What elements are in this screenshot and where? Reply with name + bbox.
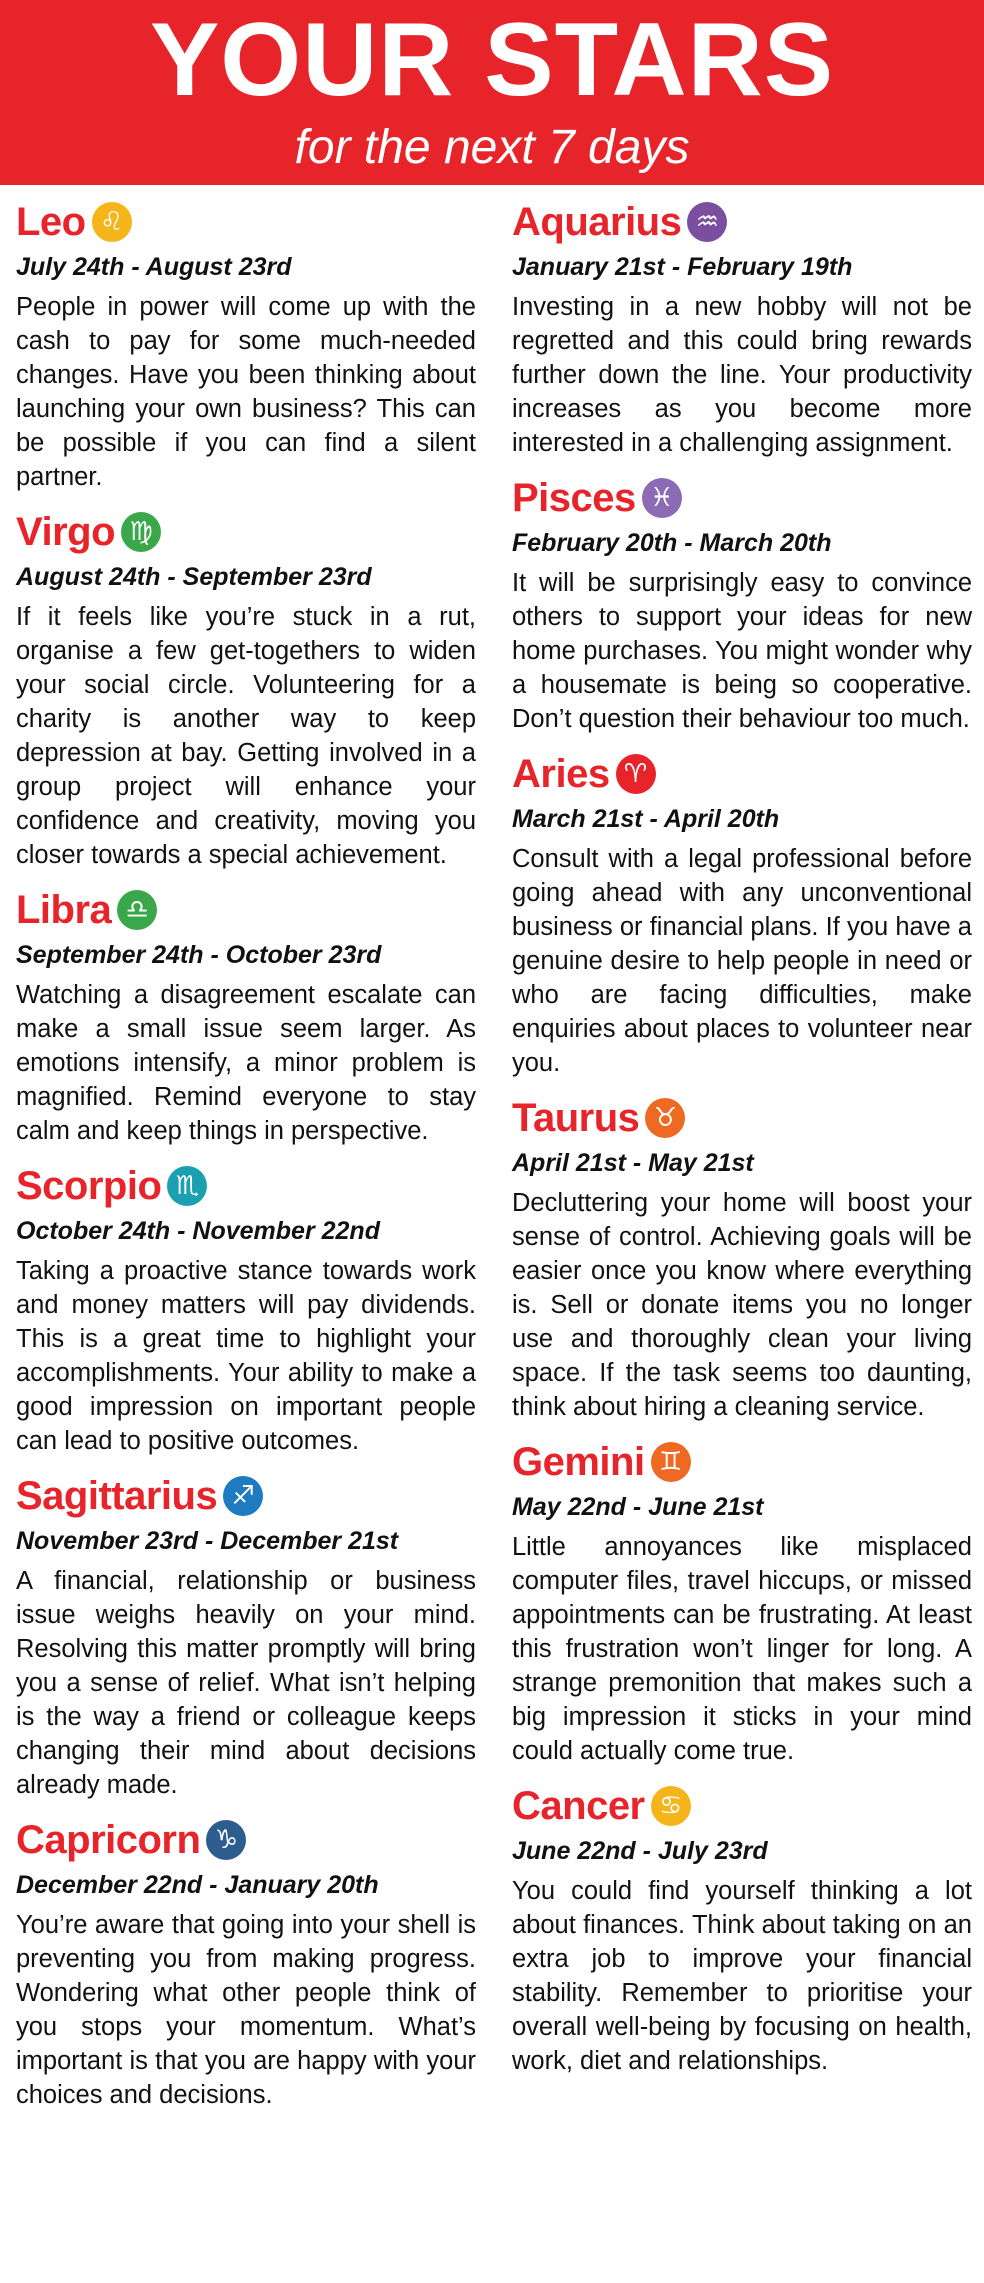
- sign-forecast-text: Investing in a new hobby will not be regretted and this could bring rewards further down the line. Your productivity increases as you become more interested in a challenging assignment.: [512, 293, 972, 457]
- horoscope-entry-pisces: [512, 472, 972, 736]
- page-title: YOUR STARS: [149, 2, 835, 118]
- sign-name: Virgo: [16, 510, 116, 554]
- sign-forecast-text: It will be surprisingly easy to convince others to support your ideas for new home purchases. You might wonder why a housemate is being so cooperative. Don’t question their behaviour too much.: [512, 569, 972, 733]
- horoscope-entry-aquarius: [512, 196, 972, 460]
- sign-dates: May 22nd - June 21st: [512, 1493, 764, 1521]
- sign-forecast-text: If it feels like you’re stuck in a rut, organise a few get-togethers to widen your social circle. Volunteering for a charity is another way to keep depression at bay. Getting involved in a group project will enhance your confidence and creativity, moving you closer towards a special achievement.: [16, 603, 476, 869]
- sign-header: [512, 748, 972, 800]
- sign-name: Leo: [16, 200, 86, 244]
- sign-header: [512, 472, 972, 524]
- sign-forecast-text: A financial, relationship or business issue weighs heavily on your mind. Resolving this matter promptly will bring you a sense of relief. What isn’t helping is the way a friend or colleague keeps changing their mind about decisions already made.: [16, 1567, 476, 1799]
- aquarius-icon: ♒: [687, 202, 727, 242]
- sign-forecast-text: Watching a disagreement escalate can make a small issue seem larger. As emotions intensify, a minor problem is magnified. Remind everyone to stay calm and keep things in perspective.: [16, 981, 476, 1145]
- sign-dates: June 22nd - July 23rd: [512, 1837, 768, 1865]
- sign-forecast-text: Decluttering your home will boost your sense of control. Achieving goals will be easier once you know where everything is. Sell or donate items you no longer use and thoroughly clean your living space. If the task seems too daunting, think about hiring a cleaning service.: [512, 1189, 972, 1421]
- sign-header: [16, 1160, 476, 1212]
- sagittarius-icon: ♐: [223, 1476, 263, 1516]
- sign-header: [512, 1780, 972, 1832]
- horoscope-entry-taurus: [512, 1092, 972, 1424]
- sign-forecast-text: Little annoyances like misplaced computer files, travel hiccups, or missed appointments can be frustrating. At least this frustration won’t linger for long. A strange premonition that makes such a big impression it sticks in your mind could actually come true.: [512, 1533, 972, 1765]
- sign-header: [512, 196, 972, 248]
- sign-name: Aquarius: [512, 200, 682, 244]
- aries-icon: ♈: [616, 754, 656, 794]
- horoscope-entry-libra: [16, 884, 476, 1148]
- sign-dates: November 23rd - December 21st: [16, 1527, 399, 1555]
- sign-name: Pisces: [512, 476, 636, 520]
- sign-name: Aries: [512, 752, 610, 796]
- libra-icon: ♎: [117, 890, 157, 930]
- sign-dates: April 21st - May 21st: [512, 1149, 754, 1177]
- sign-header: [512, 1436, 972, 1488]
- sign-name: Cancer: [512, 1784, 645, 1828]
- left-column: [16, 196, 476, 2124]
- sign-header: [16, 1470, 476, 1522]
- sign-name: Sagittarius: [16, 1474, 218, 1518]
- sign-dates: October 24th - November 22nd: [16, 1217, 380, 1245]
- sign-dates: January 21st - February 19th: [512, 253, 853, 281]
- sign-header: [16, 196, 476, 248]
- page-subtitle: for the next 7 days: [294, 121, 690, 174]
- horoscope-entry-gemini: [512, 1436, 972, 1768]
- virgo-icon: ♍: [121, 512, 161, 552]
- capricorn-icon: ♑: [206, 1820, 246, 1860]
- right-column: [512, 196, 972, 2090]
- sign-header: [512, 1092, 972, 1144]
- header-banner: [0, 0, 984, 185]
- sign-header: [16, 884, 476, 936]
- sign-forecast-text: People in power will come up with the cash to pay for some much-needed changes. Have you been thinking about launching your own business? This can be possible if you can find a silent partner.: [16, 293, 476, 491]
- scorpio-icon: ♏: [167, 1166, 207, 1206]
- horoscope-entry-leo: [16, 196, 476, 494]
- sign-dates: February 20th - March 20th: [512, 529, 832, 557]
- sign-name: Capricorn: [16, 1818, 201, 1862]
- horoscope-entry-sagittarius: [16, 1470, 476, 1802]
- sign-forecast-text: You’re aware that going into your shell is preventing you from making progress. Wondering what other people think of you stops your momentum. What’s important is that you are happy with your choices and decisions.: [16, 1911, 476, 2109]
- sign-dates: December 22nd - January 20th: [16, 1871, 379, 1899]
- cancer-icon: ♋: [651, 1786, 691, 1826]
- sign-name: Gemini: [512, 1440, 645, 1484]
- pisces-icon: ♓: [642, 478, 682, 518]
- horoscope-entry-cancer: [512, 1780, 972, 2078]
- leo-icon: ♌: [92, 202, 132, 242]
- sign-dates: August 24th - September 23rd: [16, 563, 372, 591]
- horoscope-entry-scorpio: [16, 1160, 476, 1458]
- horoscope-entry-aries: [512, 748, 972, 1080]
- horoscope-entry-virgo: [16, 506, 476, 872]
- gemini-icon: ♊: [651, 1442, 691, 1482]
- sign-forecast-text: Taking a proactive stance towards work and money matters will pay dividends. This is a great time to highlight your accomplishments. Your ability to make a good impression on important people can lead to positive outcomes.: [16, 1257, 476, 1455]
- sign-name: Scorpio: [16, 1164, 162, 1208]
- sign-dates: July 24th - August 23rd: [16, 253, 292, 281]
- sign-name: Taurus: [512, 1096, 640, 1140]
- horoscope-entry-capricorn: [16, 1814, 476, 2112]
- sign-dates: September 24th - October 23rd: [16, 941, 382, 969]
- sign-forecast-text: Consult with a legal professional before going ahead with any unconventional business or financial plans. If you have a genuine desire to help people in need or who are facing difficulties, make enquiries about places to volunteer near you.: [512, 845, 972, 1077]
- sign-header: [16, 506, 476, 558]
- sign-name: Libra: [16, 888, 112, 932]
- taurus-icon: ♉: [645, 1098, 685, 1138]
- sign-forecast-text: You could find yourself thinking a lot about finances. Think about taking on an extra job to improve your financial stability. Remember to prioritise your overall well-being by focusing on health, work, diet and relationships.: [512, 1877, 972, 2075]
- sign-header: [16, 1814, 476, 1866]
- sign-dates: March 21st - April 20th: [512, 805, 780, 833]
